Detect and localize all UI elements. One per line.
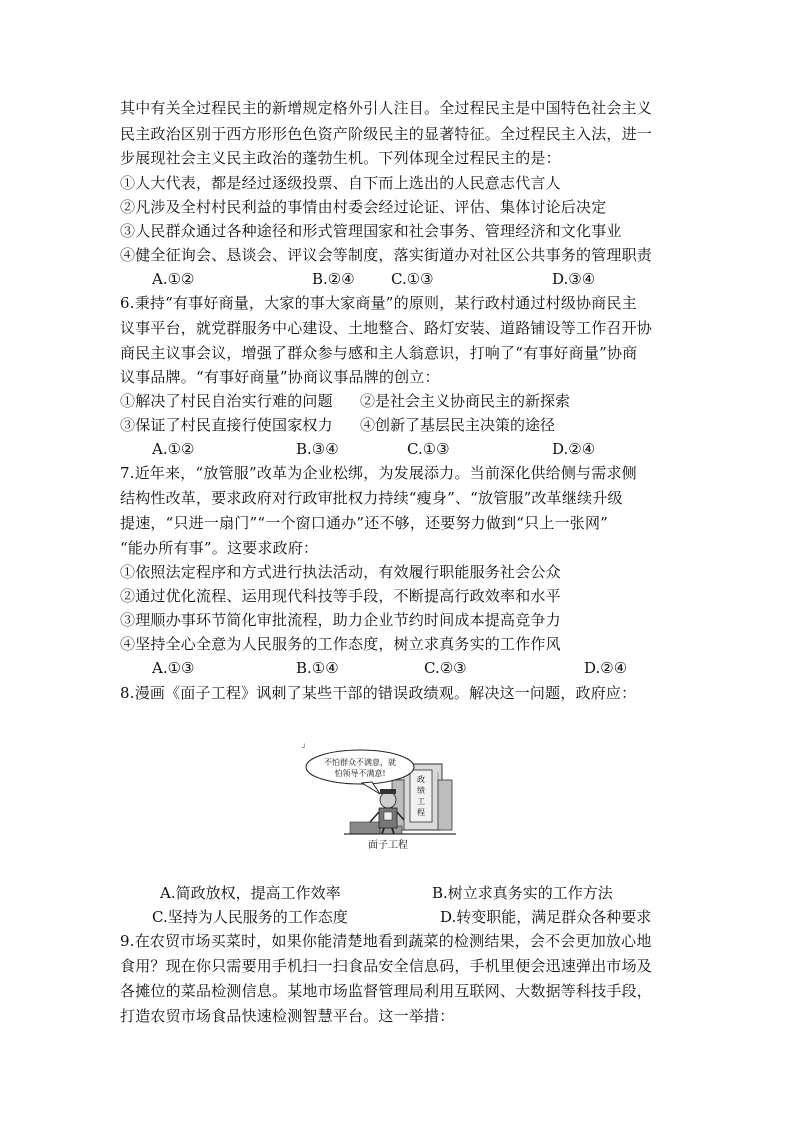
q5-option-a: A.①② bbox=[152, 270, 195, 288]
q6-item: ①解决了村民自治实行难的问题 bbox=[120, 392, 333, 410]
q5-item: ②凡涉及全村村民利益的事情由村委会经过论证、评估、集体讨论后决定 bbox=[120, 198, 607, 216]
q7-stem-line: 提速，“只进一扇门”“一个窗口通办”还不够，还要努力做到“只上一张网” bbox=[120, 514, 609, 532]
q7-item: ①依照法定程序和方式进行执法活动，有效履行职能服务社会公众 bbox=[120, 563, 561, 581]
q6-option-c: C.①③ bbox=[407, 440, 450, 458]
q5-item: ④健全征询会、恳谈会、评议会等制度，落实街道办对社区公共事务的管理职责 bbox=[120, 246, 653, 264]
q6-option-d: D.②④ bbox=[552, 440, 596, 458]
q7-stem-line: “能办所有事”。这要求政府： bbox=[120, 539, 319, 557]
q5-item: ③人民群众通过各种途径和形式管理国家和社会事务、管理经济和文化事业 bbox=[120, 222, 622, 240]
q5-item: ①人大代表，都是经过逐级投票、自下而上选出的人民意志代言人 bbox=[120, 174, 561, 192]
q9-stem-line: 打造农贸市场食品快速检测智慧平台。这一举措： bbox=[120, 1007, 455, 1025]
q6-stem-line: 6.秉持“有事好商量，大家的事大家商量”的原则，某行政村通过村级协商民主 bbox=[120, 294, 637, 312]
q6-item: ②是社会主义协商民主的新探索 bbox=[360, 392, 571, 410]
speech-text-2: 怕领导不满意! bbox=[334, 769, 386, 778]
q6-option-b: B.③④ bbox=[296, 440, 339, 458]
cartoon-image bbox=[300, 742, 460, 857]
building-text-4: 程 bbox=[417, 808, 425, 817]
q6-stem-line: 议事品牌。“有事好商量”协商议事品牌的创立： bbox=[120, 368, 440, 386]
q8-stem: 8.漫画《面子工程》讽刺了某些干部的错误政绩观。解决这一问题，政府应： bbox=[120, 684, 637, 702]
q7-item: ④坚持全心全意为人民服务的工作态度，树立求真务实的工作作风 bbox=[120, 635, 561, 653]
q7-option-a: A.①③ bbox=[152, 659, 195, 677]
q8-option-a: A.简政放权，提高工作效率 bbox=[160, 884, 341, 902]
q7-option-d: D.②④ bbox=[584, 659, 628, 677]
svg-text:┘: ┘ bbox=[302, 744, 307, 752]
q6-stem-line: 议事平台，就党群服务中心建设、土地整合、路灯安装、道路铺设等工作召开协 bbox=[120, 319, 653, 337]
cartoon-caption: 面子工程 bbox=[368, 840, 408, 851]
q8-option-d: D.转变职能，满足群众各种要求 bbox=[440, 908, 652, 926]
q7-stem-line: 结构性改革，要求政府对行政审批权力持续“瘦身”、“放管服”改革继续升级 bbox=[120, 489, 623, 507]
q5-stem-line: 步展现社会主义民主政治的蓬勃生机。下列体现全过程民主的是： bbox=[120, 149, 561, 167]
q5-option-c: C.①③ bbox=[391, 270, 434, 288]
q7-option-b: B.①④ bbox=[296, 659, 339, 677]
building-text-3: 工 bbox=[417, 797, 425, 806]
q9-stem-line: 食用？现在你只需要用手机扫一扫食品安全信息码，手机里便会迅速弹出市场及 bbox=[120, 957, 653, 975]
q9-stem-line: 9.在农贸市场买菜时，如果你能清楚地看到蔬菜的检测结果，会不会更加放心地 bbox=[120, 932, 652, 950]
q5-stem-line: 其中有关全过程民主的新增规定格外引人注目。全过程民主是中国特色社会主义 bbox=[120, 99, 653, 117]
q6-item: ④创新了基层民主决策的途径 bbox=[360, 416, 556, 434]
q6-stem-line: 商民主议事会议，增强了群众参与感和主人翁意识，打响了“有事好商量”协商 bbox=[120, 344, 638, 362]
speech-text-1: 不怕群众不满意，就 bbox=[324, 758, 396, 767]
q5-stem-line: 民主政治区别于西方形形色色资产阶级民主的显著特征。全过程民主入法，进一 bbox=[120, 125, 653, 143]
q7-item: ②通过优化流程、运用现代科技等手段，不断提高行政效率和水平 bbox=[120, 587, 561, 605]
q9-stem-line: 各摊位的菜品检测信息。某地市场监督管理局利用互联网、大数据等科技手段， bbox=[120, 982, 653, 1000]
building-text-1: 政 bbox=[417, 775, 425, 784]
q6-option-a: A.①② bbox=[152, 440, 195, 458]
building-text-2: 绩 bbox=[417, 786, 425, 795]
q7-item: ③理顺办事环节简化审批流程，助力企业节约时间成本提高竞争力 bbox=[120, 611, 561, 629]
q5-option-b: B.②④ bbox=[312, 270, 355, 288]
q6-item: ③保证了村民直接行使国家权力 bbox=[120, 416, 333, 434]
q8-option-b: B.树立求真务实的工作方法 bbox=[432, 884, 613, 902]
cartoon-figure bbox=[300, 742, 460, 857]
q8-option-c: C.坚持为人民服务的工作态度 bbox=[152, 908, 348, 926]
q7-option-c: C.②③ bbox=[424, 659, 467, 677]
q5-option-d: D.③④ bbox=[552, 270, 596, 288]
q7-stem-line: 7.近年来，“放管服”改革为企业松绑，为发展添力。当前深化供给侧与需求侧 bbox=[120, 464, 637, 482]
